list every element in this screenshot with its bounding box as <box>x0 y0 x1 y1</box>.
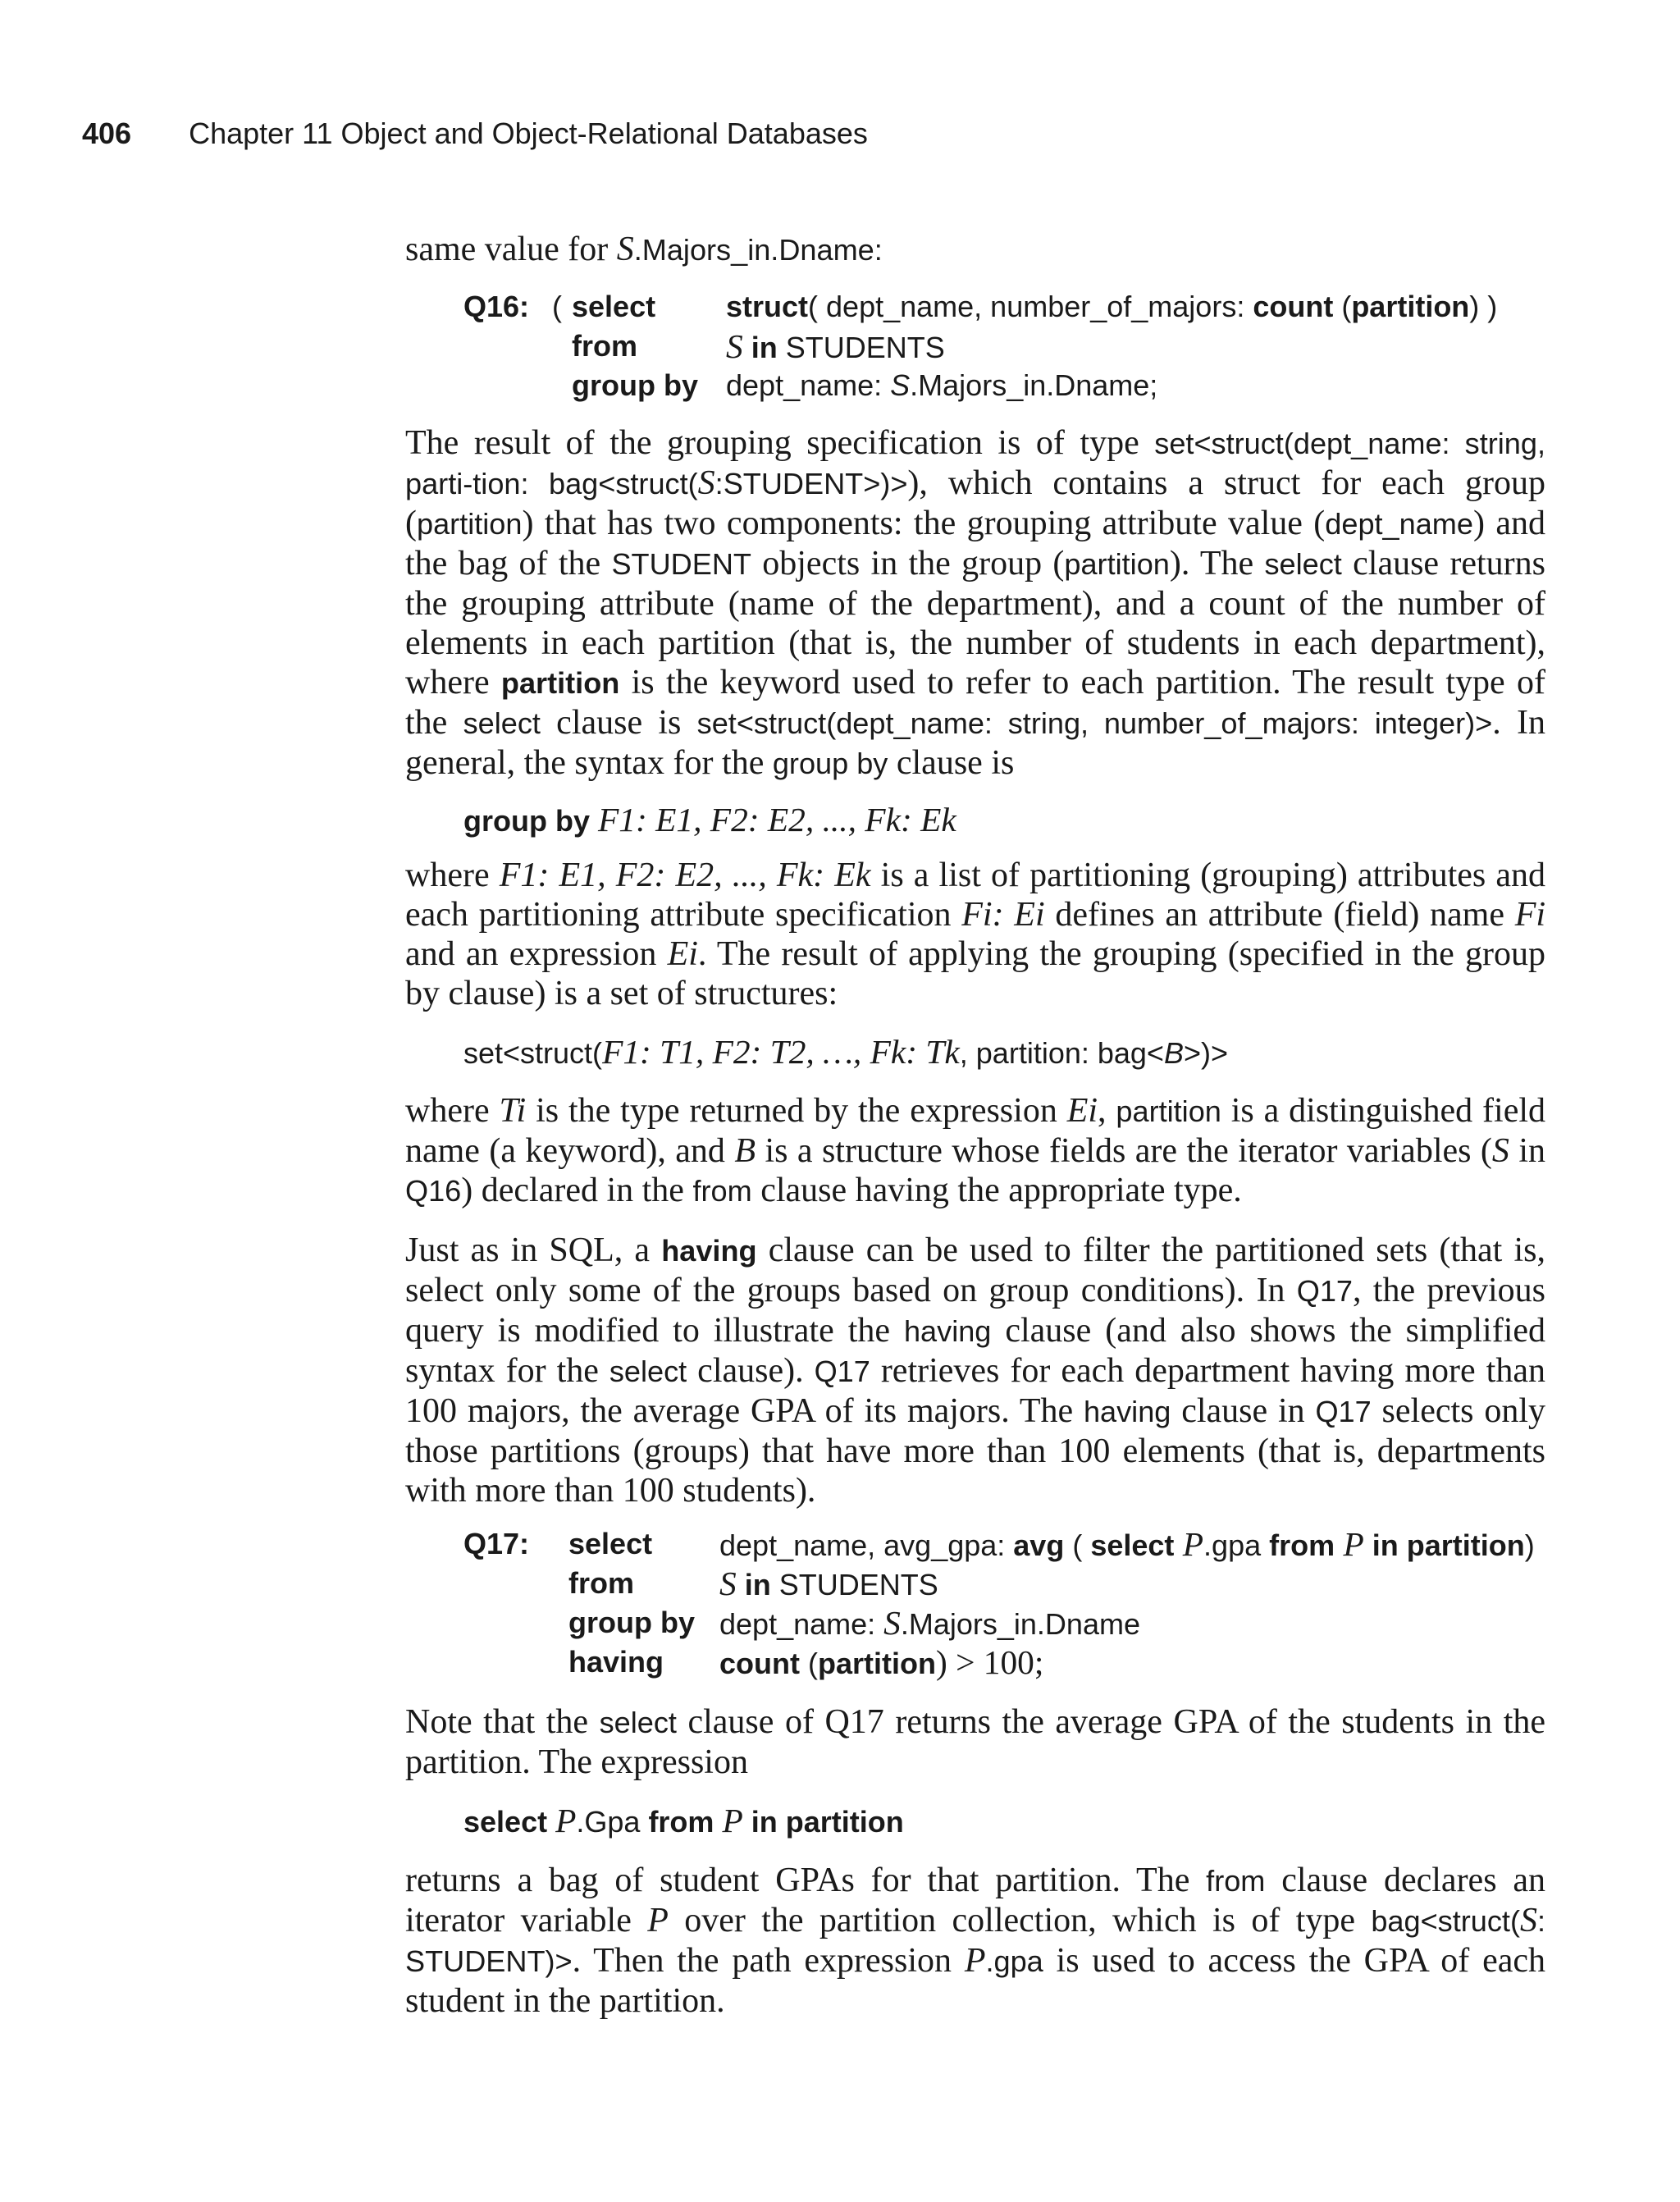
text-run: ) declared in the <box>461 1172 693 1209</box>
text-run: same value for <box>405 231 617 268</box>
text-run: Ei <box>667 935 698 973</box>
code-text: >)> <box>1183 1036 1229 1070</box>
keyword-from: from <box>1269 1528 1335 1562</box>
text-run: F1: E1, F2: E2, ..., Fk: Ek <box>499 857 871 894</box>
keyword-partition: partition <box>817 1647 936 1680</box>
text-run: , <box>1098 1092 1116 1130</box>
text-run: in <box>1509 1132 1545 1170</box>
code-var: P <box>555 1802 577 1839</box>
text-run: clause is <box>888 744 1015 782</box>
text-run: select <box>463 706 541 740</box>
text-run: group by <box>772 747 888 780</box>
text-run: is a list of partitioning (grouping) attributes and each partitioning attribute specification <box>405 857 1545 934</box>
code-var: P <box>1335 1525 1364 1563</box>
text-run: . The result of applying the grouping (specified in the group by clause) is a set of structures: <box>405 935 1545 1012</box>
text-run: is the type returned by the expression <box>526 1092 1067 1130</box>
syntax-expression: F1: T1, F2: T2, …, Fk: Tk <box>602 1033 960 1071</box>
text-run: set<struct(dept_name: string, parti-tion: bag<struct( <box>405 427 1545 500</box>
code-text: ) > 100; <box>935 1643 1044 1681</box>
text-run: partition <box>417 507 523 541</box>
text-run: clause returns the grouping attribute (name of the department), and a count of the number of elements in each partition (that is, the number of students in each department), where <box>405 545 1545 701</box>
paragraph-returns-bag <box>405 1861 1545 2021</box>
text-run: Fi: Ei <box>961 896 1045 934</box>
code-text: dept_name, avg_gpa: <box>719 1528 1014 1562</box>
text-run: B <box>734 1132 756 1170</box>
text-run: The result of the grouping specification is of type <box>405 424 1155 462</box>
code-text: STUDENTS <box>770 1568 938 1601</box>
code-var: P <box>722 1802 743 1839</box>
text-run: where <box>405 857 500 894</box>
text-run: .Majors_in.Dname: <box>633 233 883 267</box>
keyword-from: from <box>572 329 637 363</box>
text-run: , the previous query is modified to illustrate the <box>405 1272 1546 1350</box>
query-label: Q17: <box>463 1527 530 1560</box>
text-run: dept_name <box>1325 507 1473 541</box>
keyword-select: select <box>572 290 656 323</box>
code-var: P <box>1174 1525 1204 1563</box>
text-run: retrieves for each department having more than 100 majors, the average GPA of its majors. The <box>405 1352 1545 1430</box>
text-run: select <box>609 1355 687 1388</box>
text-run: S <box>1519 1902 1537 1939</box>
code-text: .Majors_in.Dname; <box>910 368 1158 402</box>
code-text: ) ) <box>1469 290 1498 323</box>
keyword-having: having <box>568 1645 664 1679</box>
text-run: clause declares an iterator variable <box>405 1862 1545 1939</box>
text-run: bag<struct( <box>1371 1904 1520 1938</box>
text-run: S <box>697 464 715 502</box>
text-run: is the keyword used to refer to each partition. The result type of the <box>405 664 1545 742</box>
text-run: set<struct(dept_name: string, number_of_majors: integer)> <box>696 706 1493 740</box>
keyword-in: in <box>742 331 778 364</box>
running-header <box>82 116 868 151</box>
paragraph-result-type <box>405 423 1545 783</box>
text-run: : STUDENT)> <box>405 1904 1546 1978</box>
keyword-avg: avg <box>1013 1528 1065 1562</box>
code-var: S <box>719 1565 737 1602</box>
paragraph-partitioning <box>405 856 1545 1013</box>
keyword-count: count <box>719 1647 800 1680</box>
text-run: clause (and also shows the simplified syntax for the <box>405 1312 1546 1390</box>
text-run: returns a bag of student GPAs for that partition. The <box>405 1862 1207 1899</box>
code-text: ( <box>799 1647 818 1680</box>
text-run: partition <box>1064 547 1170 581</box>
syntax-select-gpa <box>463 1801 904 1842</box>
text-run: . In general, the syntax for the <box>405 704 1546 782</box>
paragraph-having <box>405 1231 1545 1510</box>
code-text: , partition: bag< <box>959 1036 1164 1070</box>
text-run: ) and the bag of the <box>405 505 1545 582</box>
text-run: is a structure whose fields are the iterator variables ( <box>756 1132 1492 1170</box>
text-run: over the partition collection, which is of type <box>668 1902 1372 1939</box>
code-var: S <box>890 368 911 402</box>
text-run: having <box>661 1234 757 1268</box>
text-run: Fi <box>1514 896 1546 934</box>
text-run: Q17 <box>1296 1274 1353 1308</box>
query-label: Q16: <box>463 290 530 323</box>
code-block-q17 <box>463 1524 1554 1682</box>
code-text: ) <box>1524 1528 1535 1562</box>
text-run: clause in <box>1171 1392 1316 1430</box>
text-run: selects only those partitions (groups) that have more than 100 elements (that is, departments with more than 100 students). <box>405 1392 1546 1510</box>
text-run: is a distinguished field name (a keyword), and <box>405 1092 1545 1170</box>
paragraph-intro <box>405 230 1545 270</box>
code-text: ( dept_name, number_of_majors: <box>808 290 1253 323</box>
keyword-in-partition: in partition <box>1363 1528 1525 1562</box>
keyword-struct: struct <box>726 290 809 323</box>
text-run: Just as in SQL, a <box>405 1231 662 1269</box>
text-run: STUDENT <box>611 547 751 581</box>
text-run: select <box>599 1706 677 1739</box>
syntax-set-struct <box>463 1032 1228 1073</box>
code-block-q16 <box>463 287 1554 405</box>
text-run: partition <box>1116 1094 1221 1128</box>
text-run: clause can be used to filter the partitioned sets (that is, select only some of the groups based on group conditions). In <box>405 1231 1545 1309</box>
keyword-in: in <box>736 1568 771 1601</box>
text-run: and an expression <box>405 935 668 973</box>
text-run: clause having the appropriate type. <box>751 1172 1242 1209</box>
code-text: STUDENTS <box>777 331 945 364</box>
keyword-group-by: group by <box>572 368 698 402</box>
syntax-group-by <box>463 800 956 841</box>
text-run: select <box>1264 547 1342 581</box>
text-run: from <box>1206 1864 1266 1898</box>
text-run: is used to access the GPA of each student in the partition. <box>405 1942 1545 2020</box>
paragraph-partition-field <box>405 1091 1545 1211</box>
text-run: Q17 <box>814 1355 870 1388</box>
text-run: ), which contains a struct for each group ( <box>405 464 1545 542</box>
code-text: .gpa <box>1203 1528 1270 1562</box>
text-run: :STUDENT>)> <box>714 467 908 500</box>
text-run: having <box>1083 1395 1171 1428</box>
paragraph-note <box>405 1702 1545 1782</box>
keyword-select: select <box>568 1527 653 1560</box>
keyword-group-by: group by <box>568 1606 695 1639</box>
keyword-select: select <box>1090 1528 1175 1562</box>
code-text: ( <box>552 290 562 323</box>
text-run: ) that has two components: the grouping attribute value ( <box>522 505 1326 542</box>
code-text: set<struct( <box>463 1036 603 1070</box>
code-var: S <box>883 1604 901 1642</box>
page-number: 406 <box>82 116 132 150</box>
text-run: ). The <box>1169 545 1265 582</box>
keyword-count: count <box>1253 290 1334 323</box>
text-run: Ti <box>499 1092 527 1130</box>
text-run: clause of Q17 returns the average GPA of the students in the partition. The expression <box>405 1703 1545 1781</box>
text-run: Note that the <box>405 1703 600 1741</box>
text-run: S <box>1491 1132 1509 1170</box>
text-run: . Then the path expression <box>572 1942 965 1980</box>
text-run: clause). <box>687 1352 815 1390</box>
code-var: B <box>1163 1036 1184 1070</box>
code-text: ( <box>1064 1528 1091 1562</box>
text-run: Q17 <box>1315 1395 1372 1428</box>
keyword-from: from <box>568 1566 634 1600</box>
code-var: S <box>726 327 743 365</box>
keyword-partition: partition <box>1351 290 1470 323</box>
text-run: clause is <box>540 704 697 742</box>
syntax-expression: F1: E1, F2: E2, ..., Fk: Ek <box>598 801 956 838</box>
code-text: dept_name: <box>719 1607 884 1641</box>
text-run: S <box>616 231 634 268</box>
code-text: ( <box>1333 290 1352 323</box>
chapter-title: Chapter 11 Object and Object-Relational Databases <box>189 116 868 150</box>
text-run: P <box>647 1902 669 1939</box>
text-run: .gpa <box>985 1944 1043 1978</box>
code-text: dept_name: <box>726 368 891 402</box>
text-run: objects in the group ( <box>751 545 1065 582</box>
keyword-in-partition: in partition <box>742 1805 904 1839</box>
text-run: having <box>903 1314 992 1348</box>
text-run: from <box>692 1174 752 1208</box>
text-run: where <box>405 1092 500 1130</box>
text-run: Ei <box>1066 1092 1098 1130</box>
text-run: Q16 <box>405 1174 462 1208</box>
text-run: P <box>964 1942 986 1980</box>
keyword-select: select <box>463 1805 556 1839</box>
keyword-group-by: group by <box>463 804 598 838</box>
code-text: .Gpa <box>576 1805 649 1839</box>
code-text: .Majors_in.Dname <box>900 1607 1140 1641</box>
text-run: defines an attribute (field) name <box>1044 896 1515 934</box>
text-run: partition <box>500 666 620 700</box>
keyword-from: from <box>648 1805 723 1839</box>
